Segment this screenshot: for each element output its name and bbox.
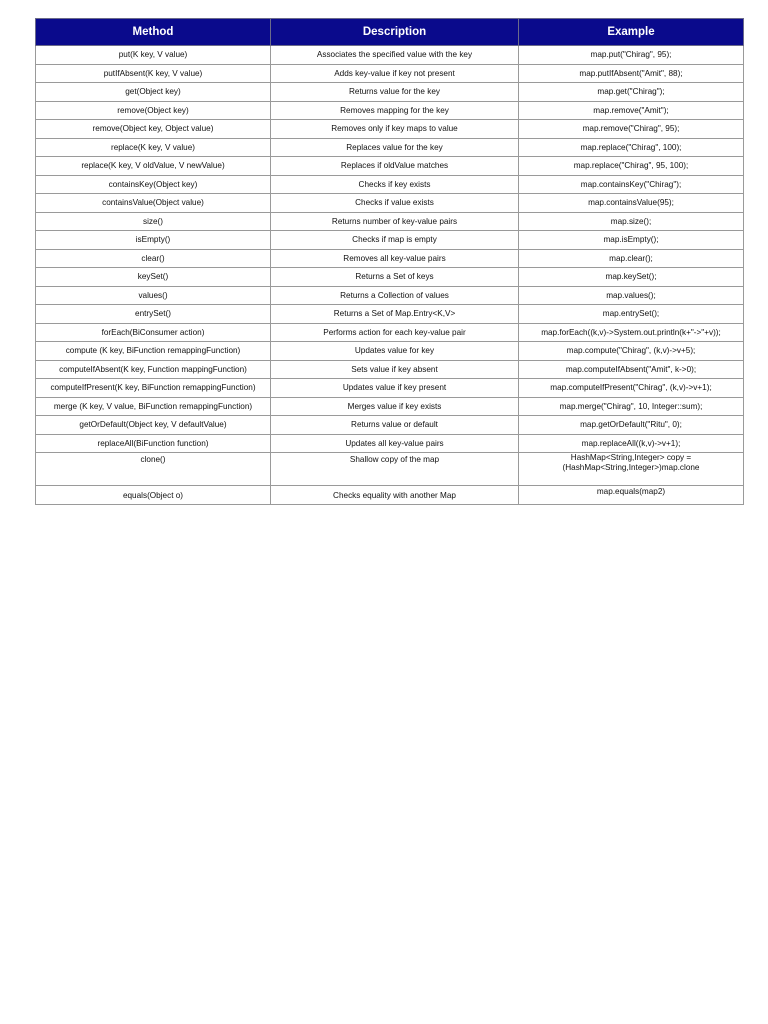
header-method: Method	[36, 19, 271, 46]
example-cell: map.put("Chirag", 95);	[519, 46, 744, 65]
table-row	[36, 342, 744, 361]
method-cell: values()	[36, 286, 271, 305]
example-cell: map.values();	[519, 286, 744, 305]
header-example: Example	[519, 19, 744, 46]
table-row	[36, 486, 744, 505]
description-cell: Sets value if key absent	[271, 360, 519, 379]
table-row	[36, 360, 744, 379]
example-cell: map.size();	[519, 212, 744, 231]
example-cell: map.replace("Chirag", 100);	[519, 138, 744, 157]
example-cell: HashMap<String,Integer> copy = (HashMap<String,Integer>)map.clone	[519, 453, 744, 486]
method-cell: clone()	[36, 453, 271, 486]
description-cell: Returns a Collection of values	[271, 286, 519, 305]
description-cell: Updates value if key present	[271, 379, 519, 398]
description-cell: Removes only if key maps to value	[271, 120, 519, 139]
table-row	[36, 64, 744, 83]
table-row	[36, 194, 744, 213]
example-cell: map.remove("Chirag", 95);	[519, 120, 744, 139]
description-cell: Checks if key exists	[271, 175, 519, 194]
method-cell: entrySet()	[36, 305, 271, 324]
example-cell: map.forEach((k,v)->System.out.println(k+"->"+v));	[519, 323, 744, 342]
description-cell: Associates the specified value with the key	[271, 46, 519, 65]
table-row	[36, 175, 744, 194]
method-cell: replace(K key, V oldValue, V newValue)	[36, 157, 271, 176]
example-cell: map.replaceAll((k,v)->v+1);	[519, 434, 744, 453]
description-cell: Returns value or default	[271, 416, 519, 435]
table-row	[36, 138, 744, 157]
example-cell: map.get("Chirag");	[519, 83, 744, 102]
example-cell: map.replace("Chirag", 95, 100);	[519, 157, 744, 176]
description-cell: Updates all key-value pairs	[271, 434, 519, 453]
method-cell: compute (K key, BiFunction remappingFunction)	[36, 342, 271, 361]
table-row	[36, 249, 744, 268]
example-cell: map.computeIfPresent("Chirag", (k,v)->v+1);	[519, 379, 744, 398]
example-cell: map.containsValue(95);	[519, 194, 744, 213]
example-cell: map.containsKey("Chirag");	[519, 175, 744, 194]
method-cell: replaceAll(BiFunction function)	[36, 434, 271, 453]
description-cell: Removes all key-value pairs	[271, 249, 519, 268]
example-cell: map.isEmpty();	[519, 231, 744, 250]
example-cell: map.getOrDefault("Ritu", 0);	[519, 416, 744, 435]
table-row	[36, 231, 744, 250]
example-cell: map.keySet();	[519, 268, 744, 287]
method-cell: forEach(BiConsumer action)	[36, 323, 271, 342]
method-cell: isEmpty()	[36, 231, 271, 250]
table-row	[36, 120, 744, 139]
method-cell: size()	[36, 212, 271, 231]
method-cell: clear()	[36, 249, 271, 268]
example-cell: map.merge("Chirag", 10, Integer::sum);	[519, 397, 744, 416]
example-cell: map.remove("Amit");	[519, 101, 744, 120]
description-cell: Replaces value for the key	[271, 138, 519, 157]
description-cell: Checks equality with another Map	[271, 486, 519, 505]
example-cell: map.compute("Chirag", (k,v)->v+5);	[519, 342, 744, 361]
example-cell: map.putIfAbsent("Amit", 88);	[519, 64, 744, 83]
table-row	[36, 268, 744, 287]
table-row	[36, 397, 744, 416]
method-cell: putIfAbsent(K key, V value)	[36, 64, 271, 83]
table-header	[36, 19, 744, 46]
description-cell: Returns value for the key	[271, 83, 519, 102]
description-cell: Removes mapping for the key	[271, 101, 519, 120]
example-cell: map.computeIfAbsent("Amit", k->0);	[519, 360, 744, 379]
table-row	[36, 416, 744, 435]
description-cell: Merges value if key exists	[271, 397, 519, 416]
table-row	[36, 323, 744, 342]
table-row	[36, 305, 744, 324]
method-reference-sheet	[35, 18, 743, 505]
description-cell: Returns number of key-value pairs	[271, 212, 519, 231]
method-cell: computeIfPresent(K key, BiFunction remappingFunction)	[36, 379, 271, 398]
description-cell: Performs action for each key-value pair	[271, 323, 519, 342]
example-cell: map.entrySet();	[519, 305, 744, 324]
method-cell: get(Object key)	[36, 83, 271, 102]
hashmap-methods-table	[35, 18, 744, 505]
method-cell: computeIfAbsent(K key, Function mappingFunction)	[36, 360, 271, 379]
table-row	[36, 101, 744, 120]
example-cell: map.equals(map2)	[519, 486, 744, 505]
description-cell: Returns a Set of Map.Entry<K,V>	[271, 305, 519, 324]
method-cell: containsValue(Object value)	[36, 194, 271, 213]
table-body	[36, 46, 744, 505]
header-row	[36, 19, 744, 46]
description-cell: Returns a Set of keys	[271, 268, 519, 287]
description-cell: Adds key-value if key not present	[271, 64, 519, 83]
description-cell: Checks if value exists	[271, 194, 519, 213]
method-cell: remove(Object key)	[36, 101, 271, 120]
method-cell: equals(Object o)	[36, 486, 271, 505]
method-cell: remove(Object key, Object value)	[36, 120, 271, 139]
table-row	[36, 212, 744, 231]
header-description: Description	[271, 19, 519, 46]
description-cell: Shallow copy of the map	[271, 453, 519, 486]
table-row	[36, 286, 744, 305]
table-row	[36, 157, 744, 176]
example-cell: map.clear();	[519, 249, 744, 268]
method-cell: getOrDefault(Object key, V defaultValue)	[36, 416, 271, 435]
method-cell: keySet()	[36, 268, 271, 287]
description-cell: Replaces if oldValue matches	[271, 157, 519, 176]
table-row	[36, 434, 744, 453]
description-cell: Updates value for key	[271, 342, 519, 361]
method-cell: replace(K key, V value)	[36, 138, 271, 157]
table-row	[36, 83, 744, 102]
method-cell: put(K key, V value)	[36, 46, 271, 65]
table-row	[36, 46, 744, 65]
table-row	[36, 453, 744, 486]
description-cell: Checks if map is empty	[271, 231, 519, 250]
method-cell: containsKey(Object key)	[36, 175, 271, 194]
method-cell: merge (K key, V value, BiFunction remappingFunction)	[36, 397, 271, 416]
table-row	[36, 379, 744, 398]
